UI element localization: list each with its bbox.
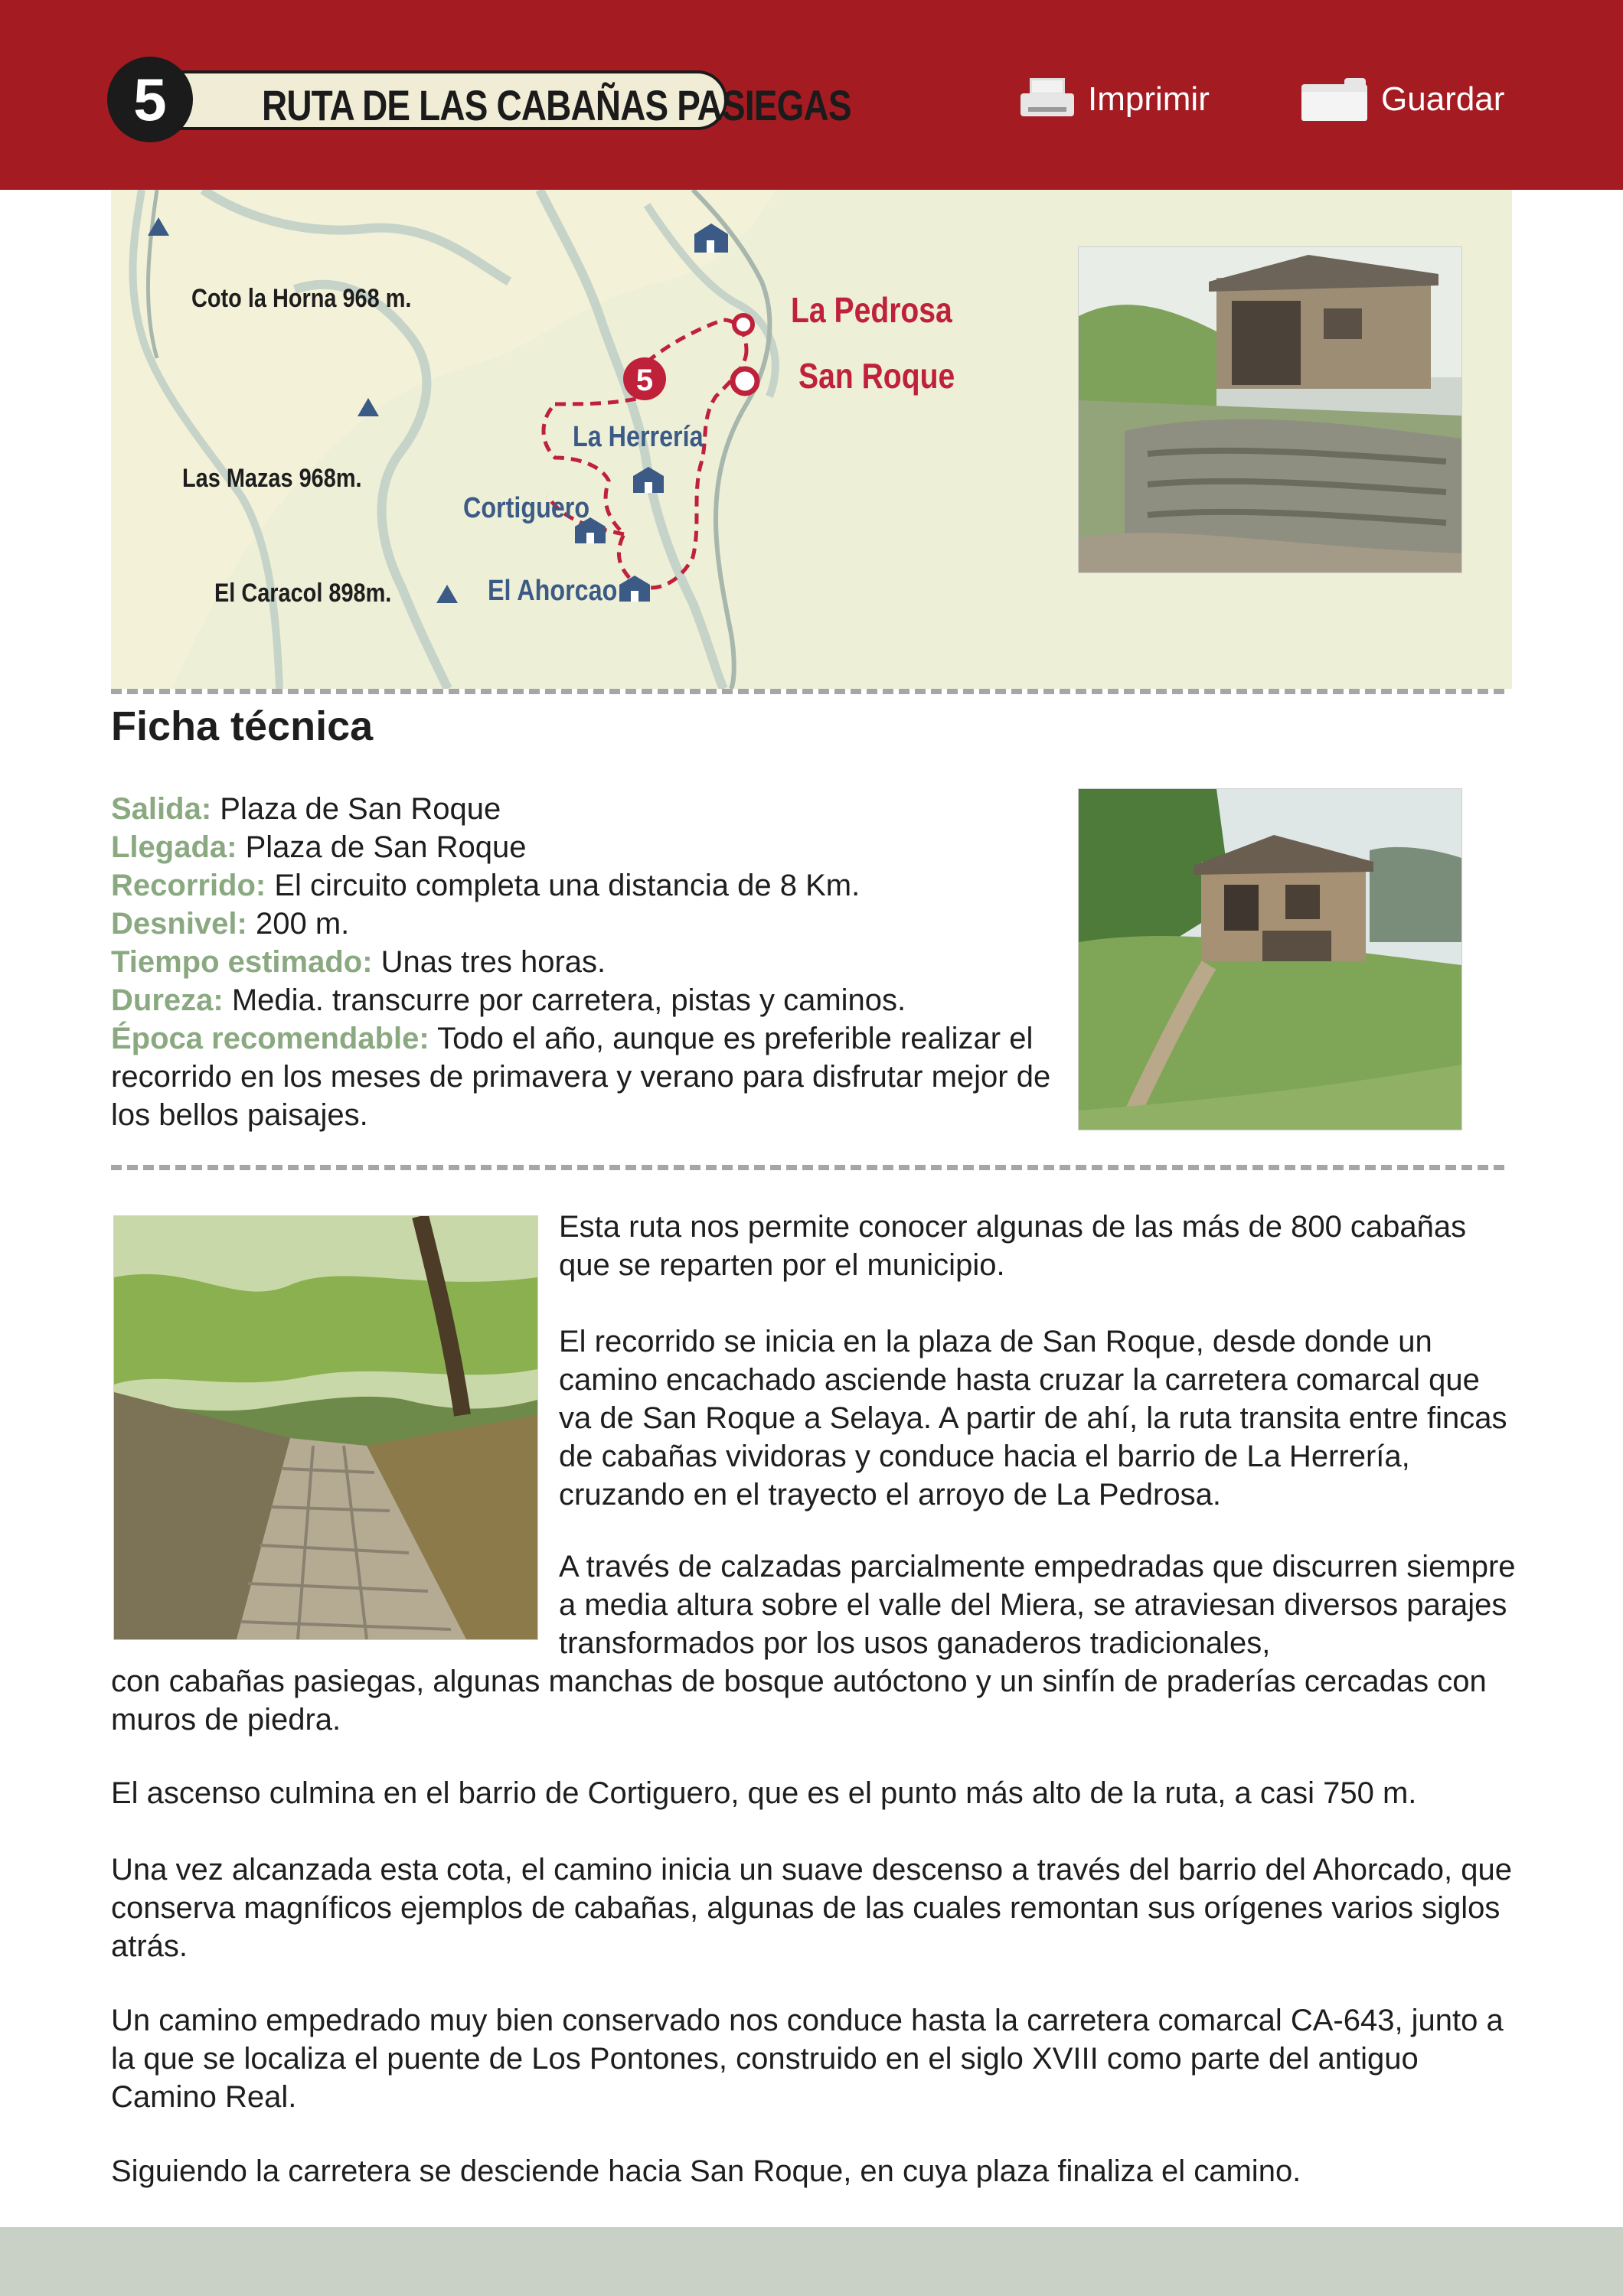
footer-bar xyxy=(0,2227,1623,2296)
place-label-la-herreria: La Herrería xyxy=(573,421,704,453)
route-number: 5 xyxy=(107,57,193,142)
spec-salida: Salida: Plaza de San Roque xyxy=(111,792,501,826)
body-paragraph-2: El recorrido se inicia en la plaza de San Roque, desde donde un camino encachado asciende hasta cruzar la carretera comarcal que va de San Roque a Selaya. A partir de ahí, la ruta transita entre fincas de cabañas vividoras y conduce hacia el barrio de La Herrería, cruzando en el trayecto el arroyo de La Pedrosa. xyxy=(559,1325,1507,1512)
place-label-cortiguero: Cortiguero xyxy=(463,492,590,524)
body-paragraph-4: El ascenso culmina en el barrio de Cortiguero, que es el punto más alto de la ruta, a casi 750 m. xyxy=(111,1776,1417,1810)
folder-icon xyxy=(1301,78,1367,121)
printer-icon xyxy=(1020,78,1074,121)
route-title: RUTA DE LAS CABAÑAS PASIEGAS xyxy=(262,81,851,129)
peak-label-las-mazas: Las Mazas 968m. xyxy=(182,464,362,493)
place-label-el-ahorcao: El Ahorcao xyxy=(488,575,618,607)
body-paragraph-7: Siguiendo la carretera se desciende hacia San Roque, en cuya plaza finaliza el camino. xyxy=(111,2154,1301,2188)
spec-tiempo: Tiempo estimado: Unas tres horas. xyxy=(111,945,606,979)
spec-epoca: Época recomendable: Todo el año, aunque es preferible realizar el recorrido en los meses de primavera y verano para disfrutar mejor de los bellos paisajes. xyxy=(111,1022,1051,1132)
peak-label-coto-la-horna: Coto la Horna 968 m. xyxy=(191,284,412,313)
route-title-badge xyxy=(107,66,851,133)
peak-label-el-caracol: El Caracol 898m. xyxy=(214,579,392,608)
save-button[interactable] xyxy=(1301,69,1504,130)
body-paragraph-1: Esta ruta nos permite conocer algunas de las más de 800 cabañas que se reparten por el municipio. xyxy=(559,1210,1467,1282)
body-paragraph-3b: con cabañas pasiegas, algunas manchas de bosque autóctono y un sinfín de praderías cercadas con muros de piedra. xyxy=(111,1665,1487,1737)
ficha-heading: Ficha técnica xyxy=(111,703,374,749)
section-divider xyxy=(111,1165,1504,1170)
print-button[interactable] xyxy=(1020,69,1210,130)
route-number-marker: 5 xyxy=(635,364,654,397)
print-label: Imprimir xyxy=(1088,80,1210,118)
route-title-pill xyxy=(153,70,851,130)
body-paragraph-5: Una vez alcanzada esta cota, el camino inicia un suave descenso a través del barrio del Ahorcado, que conserva magníficos ejemplos de cabañas, algunas de las cuales remontan sus orígenes varios siglos atrás. xyxy=(111,1853,1512,1963)
ficha-specs xyxy=(111,790,1060,1134)
body-paragraph-6: Un camino empedrado muy bien conservado nos conduce hasta la carretera comarcal CA-643, junto a la que se localiza el puente de Los Pontones, construido en el siglo XVIII como parte del antiguo Camino Real. xyxy=(111,2004,1504,2114)
cabin-photo-1 xyxy=(1078,246,1462,573)
spec-llegada: Llegada: Plaza de San Roque xyxy=(111,830,527,864)
save-label: Guardar xyxy=(1381,80,1505,118)
spec-recorrido: Recorrido: El circuito completa una distancia de 8 Km. xyxy=(111,869,860,902)
spec-dureza: Dureza: Media. transcurre por carretera, pistas y caminos. xyxy=(111,983,906,1017)
cabin-photo-2 xyxy=(1078,788,1462,1130)
header-bar xyxy=(0,0,1623,190)
body-paragraph-3a: A través de calzadas parcialmente empedradas que discurren siempre a media altura sobre el valle del Miera, se atraviesan diversos parajes transformados por los usos ganaderos tradicionales, xyxy=(559,1550,1516,1660)
spec-desnivel: Desnivel: 200 m. xyxy=(111,907,350,941)
section-divider xyxy=(111,689,1504,694)
town-label-la-pedrosa: La Pedrosa xyxy=(791,290,952,330)
path-photo xyxy=(113,1215,538,1640)
town-label-san-roque: San Roque xyxy=(798,356,955,396)
